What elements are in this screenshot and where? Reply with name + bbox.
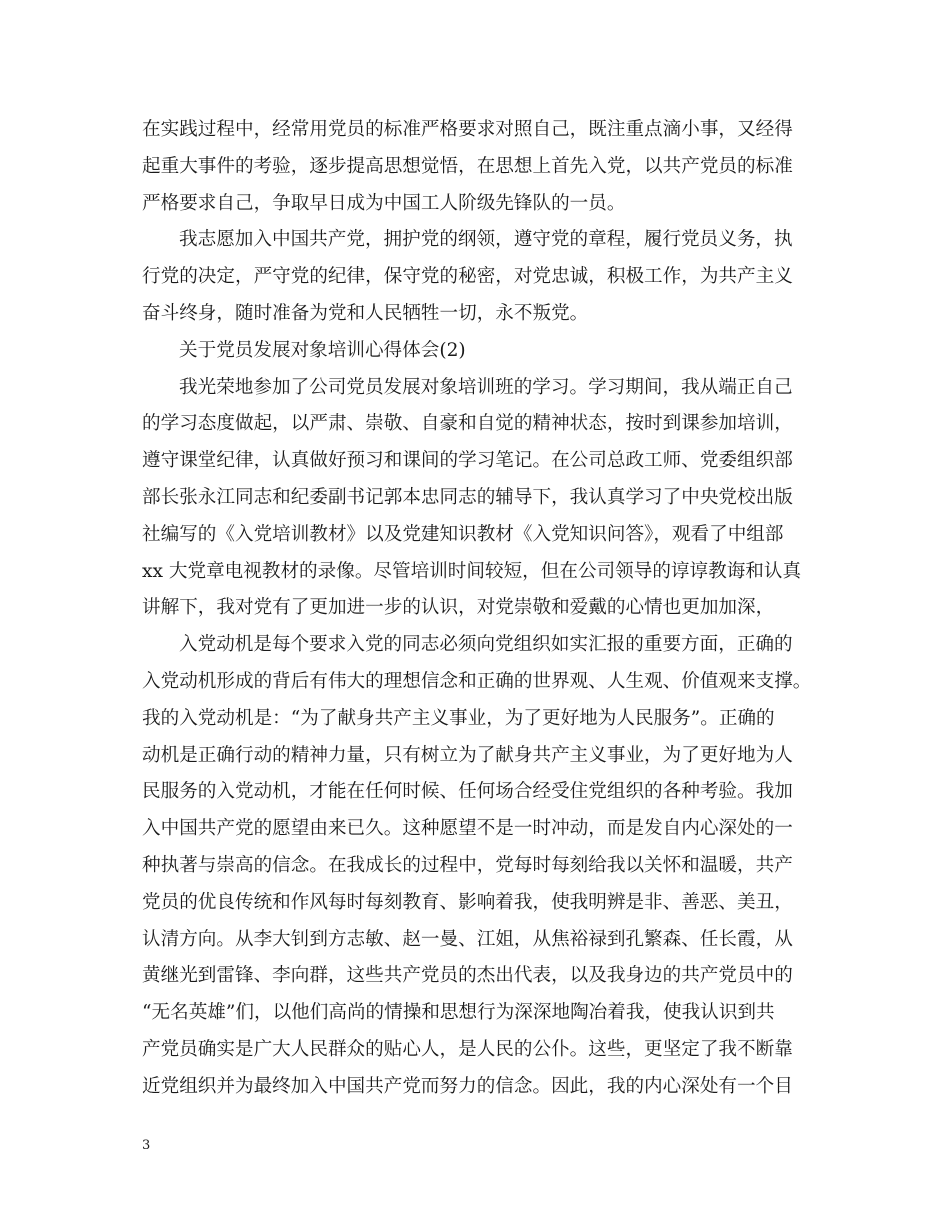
- text-line: 部长张永江同志和纪委副书记郭本忠同志的辅导下，我认真学习了中央党校出版: [142, 486, 793, 508]
- text-line: 严格要求自己，争取早日成为中国工人阶级先锋队的一员。: [142, 192, 626, 214]
- text-line: 认清方向。从李大钊到方志敏、赵一曼、江姐，从焦裕禄到孔繁森、任长霞，从: [142, 928, 793, 950]
- text-line: 民服务的入党动机，才能在任何时候、任何场合经受住党组织的各种考验。我加: [142, 781, 793, 803]
- text-line: 动机是正确行动的精神力量，只有树立为了献身共产主义事业，为了更好地为人: [142, 744, 793, 766]
- text-line: 我的入党动机是：“为了献身共产主义事业，为了更好地为人民服务”。正确的: [142, 707, 775, 729]
- text-line: 产党员确实是广大人民群众的贴心人，是人民的公仆。这些，更坚定了我不断靠: [142, 1038, 793, 1060]
- text-line: 关于党员发展对象培训心得体会(2): [179, 339, 466, 361]
- paragraph: [142, 627, 812, 1105]
- text-line: “无名英雄”们，以他们高尚的情操和思想行为深深地陶冶着我，使我认识到共: [142, 1002, 775, 1024]
- text-line: 奋斗终身，随时准备为党和人民牺牲一切，永不叛党。: [142, 302, 589, 324]
- text-line: 我光荣地参加了公司党员发展对象培训班的学习。学习期间，我从端正自己: [179, 376, 793, 398]
- paragraph: [142, 333, 812, 370]
- text-line: 行党的决定，严守党的纪律，保守党的秘密，对党忠诚，积极工作，为共产主义: [142, 266, 793, 288]
- paragraph: [142, 222, 812, 332]
- text-line: xx 大党章电视教材的录像。尽管培训时间较短，但在公司领导的谆谆教诲和认真: [142, 560, 802, 582]
- text-line: 社编写的《入党培训教材》以及党建知识教材《入党知识问答》，观看了中组部: [142, 523, 784, 545]
- text-line: 种执著与崇高的信念。在我成长的过程中，党每时每刻给我以关怀和温暖，共产: [142, 854, 793, 876]
- text-line: 起重大事件的考验，逐步提高思想觉悟，在思想上首先入党，以共产党员的标准: [142, 155, 793, 177]
- text-line: 近党组织并为最终加入中国共产党而努力的信念。因此，我的内心深处有一个目: [142, 1075, 793, 1097]
- text-line: 讲解下，我对党有了更加进一步的认识，对党崇敬和爱戴的心情也更加加深，: [142, 597, 775, 619]
- text-line: 入党动机形成的背后有伟大的理想信念和正确的世界观、人生观、价值观来支撑。: [142, 670, 812, 692]
- paragraph: [142, 112, 812, 222]
- text-line: 的学习态度做起，以严肃、崇敬、自豪和自觉的精神状态，按时到课参加培训，: [142, 413, 793, 435]
- text-line: 我志愿加入中国共产党，拥护党的纲领，遵守党的章程，履行党员义务，执: [179, 229, 793, 251]
- page-number: 3: [142, 1138, 151, 1153]
- text-line: 入中国共产党的愿望由来已久。这种愿望不是一时冲动，而是发自内心深处的一: [142, 818, 793, 840]
- text-line: 遵守课堂纪律，认真做好预习和课间的学习笔记。在公司总政工师、党委组织部: [142, 450, 793, 472]
- text-line: 在实践过程中，经常用党员的标准严格要求对照自己，既注重点滴小事，又经得: [142, 119, 793, 140]
- text-line: 入党动机是每个要求入党的同志必须向党组织如实汇报的重要方面，正确的: [179, 634, 793, 656]
- text-line: 党员的优良传统和作风每时每刻教育、影响着我，使我明辨是非、善恶、美丑，: [142, 891, 793, 913]
- text-line: 黄继光到雷锋、李向群，这些共产党员的杰出代表，以及我身边的共产党员中的: [142, 965, 793, 987]
- document-body: [142, 112, 812, 1106]
- paragraph: [142, 370, 812, 628]
